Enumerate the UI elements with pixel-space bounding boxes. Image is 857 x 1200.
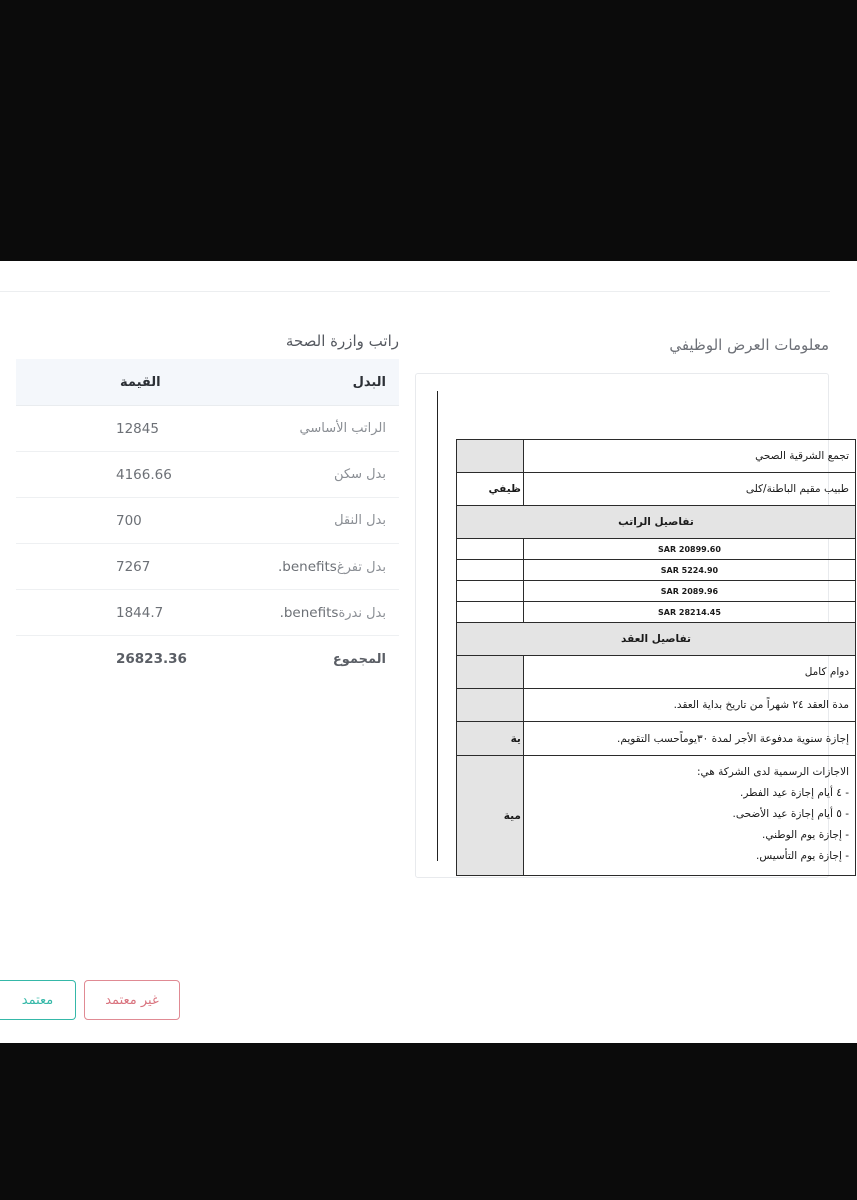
table-row (16, 544, 399, 590)
allowance-value: 4166.66 (116, 466, 172, 483)
total-row (16, 636, 399, 682)
column-header-value: القيمة (120, 374, 161, 390)
holiday-line: - ٤ أيام إجازة عيد الفطر. (740, 787, 849, 799)
allowance-name: بدل سكن (334, 467, 386, 482)
contract-value: إجازة سنوية مدفوعة الأجر لمدة ٣٠يوماًحسب التقويم. (523, 722, 855, 756)
reject-button[interactable]: غير معتمد (84, 980, 180, 1020)
allowance-name-text: بدل ندرة (338, 605, 386, 621)
salary-amount: SAR 5224.90 (523, 560, 855, 581)
contract-label (457, 656, 524, 689)
contract-details-header: تفاصيل العقد (457, 623, 856, 656)
approve-button[interactable]: معتمد (0, 980, 76, 1020)
allowance-value: 700 (116, 512, 142, 529)
allowance-name (169, 559, 399, 575)
table-row (457, 539, 856, 560)
allowance-name: بدل النقل (334, 513, 386, 528)
salary-amount: SAR 20899.60 (523, 539, 855, 560)
salary-amount-label (457, 602, 524, 623)
column-header-allowance: البدل (352, 374, 386, 390)
table-row (457, 656, 856, 689)
table-row (16, 452, 399, 498)
holiday-line: - ٥ أيام إجازة عيد الأضحى. (732, 808, 849, 820)
holiday-line: - إجازة يوم التأسيس. (755, 850, 849, 862)
holidays-label: مية (457, 756, 524, 876)
contract-label: ية (457, 722, 524, 756)
table-row (457, 756, 856, 876)
allowance-name-prefix: benefits. (277, 558, 337, 575)
moh-salary-table (16, 359, 399, 682)
table-row (457, 506, 856, 539)
allowance-name (169, 605, 399, 621)
holiday-line: الاجازات الرسمية لدى الشركة هي: (696, 766, 849, 778)
allowance-value: 7267 (116, 558, 151, 575)
table-row (457, 560, 856, 581)
job-title-value: طبيب مقيم الباطنة/كلى (523, 473, 855, 506)
offer-review-panel (0, 261, 857, 1043)
holidays-value (523, 756, 855, 876)
allowance-value: 12845 (116, 420, 159, 437)
table-row (457, 623, 856, 656)
salary-details-header: تفاصيل الراتب (457, 506, 856, 539)
employer-value: تجمع الشرقية الصحي (523, 440, 855, 473)
table-row (457, 473, 856, 506)
salary-amount-label (457, 539, 524, 560)
salary-amount: SAR 2089.96 (523, 581, 855, 602)
table-row (457, 581, 856, 602)
table-header (16, 359, 399, 406)
moh-salary-title: راتب وازرة الصحة (285, 332, 399, 350)
salary-amount-label (457, 581, 524, 602)
allowance-name-prefix: benefits. (279, 604, 339, 621)
allowance-name: الراتب الأساسي (299, 421, 386, 436)
table-row (457, 440, 856, 473)
divider (0, 291, 830, 292)
table-row (457, 722, 856, 756)
salary-amount-label (457, 560, 524, 581)
allowance-value: 1844.7 (116, 604, 164, 621)
table-row (457, 602, 856, 623)
contract-label (457, 689, 524, 722)
table-row (457, 689, 856, 722)
table-row (16, 498, 399, 544)
allowance-name-text: بدل تفرغ (336, 559, 386, 575)
contract-value: دوام كامل (523, 656, 855, 689)
employer-label (457, 440, 524, 473)
job-title-label: ظيفي (457, 473, 524, 506)
table-row (16, 406, 399, 452)
table-row (16, 590, 399, 636)
document-viewport[interactable] (438, 374, 849, 862)
holiday-line: - إجازة يوم الوطني. (762, 829, 849, 841)
contract-value: مدة العقد ٢٤ شهراً من تاريخ بداية العقد. (523, 689, 855, 722)
job-offer-card (415, 373, 849, 878)
offer-document-table (456, 439, 856, 876)
total-label: المجموع (332, 651, 386, 667)
job-offer-title: معلومات العرض الوظيفي (669, 336, 829, 354)
total-value: 26823.36 (116, 651, 187, 667)
salary-amount: SAR 28214.45 (523, 602, 855, 623)
